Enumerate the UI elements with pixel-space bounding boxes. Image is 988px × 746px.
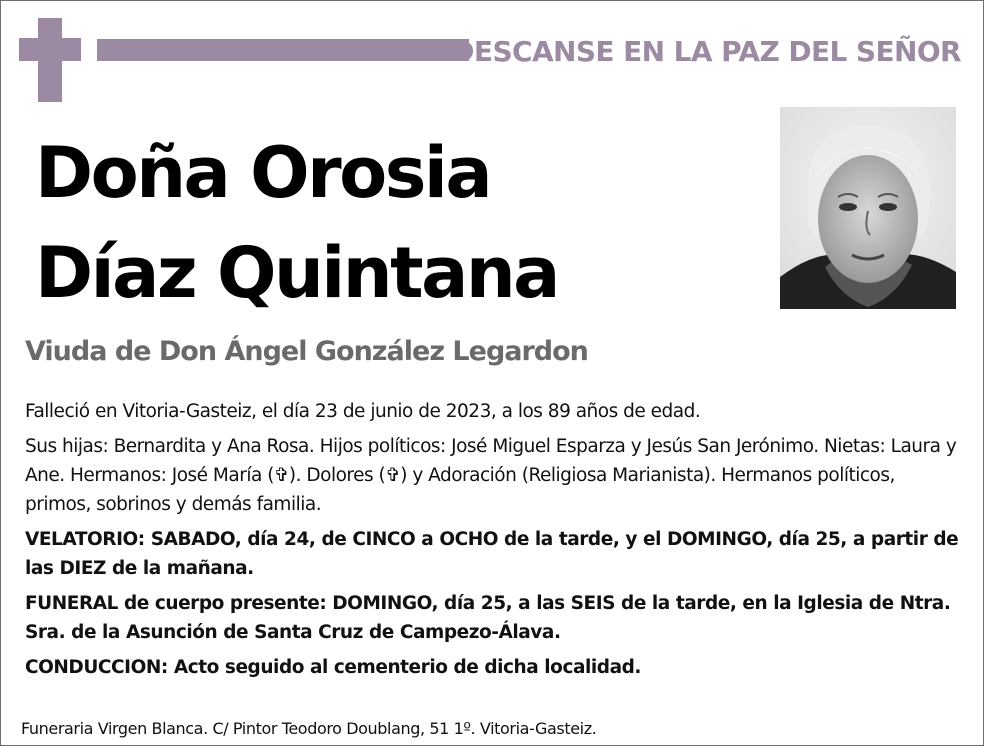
conduccion-notice: CONDUCCION: Acto seguido al cementerio de dicha localidad. xyxy=(25,657,641,678)
deceased-subtitle: Viuda de Don Ángel González Legardon xyxy=(25,336,588,367)
funeral-notice: FUNERAL de cuerpo presente: DOMINGO, día 25, a las SEIS de la tarde, en la Iglesia de Ntra. Sra. de la Asunción de Santa Cruz de Campezo-Álava. xyxy=(25,593,951,643)
header-motto: DESCANSE EN LA PAZ DEL SEÑOR xyxy=(451,35,961,68)
deceased-name-line1: Doña Orosia xyxy=(35,132,491,214)
velatorio-notice: VELATORIO: SABADO, día 24, de CINCO a OCHO de la tarde, y el DOMINGO, día 25, a partir de las DIEZ de la mañana. xyxy=(25,529,959,579)
death-notice: Falleció en Vitoria-Gasteiz, el día 23 de junio de 2023, a los 89 años de edad. xyxy=(25,401,701,422)
cross-icon-bar xyxy=(19,38,81,61)
funeral-home-footer: Funeraria Virgen Blanca. C/ Pintor Teodoro Doublang, 51 1º. Vitoria-Gasteiz. xyxy=(21,719,597,738)
header-bar xyxy=(97,39,469,61)
portrait-image xyxy=(780,107,956,309)
family-list: Sus hijas: Bernardita y Ana Rosa. Hijos políticos: José Miguel Esparza y Jesús San Jerónimo. Nietas: Laura y Ane. Hermanos: José María (✞). Dolores (✞) y Adoración (Religiosa Marianista). Hermanos políticos, primos, sobrinos y demás familia. xyxy=(25,436,957,515)
deceased-name-line2: Díaz Quintana xyxy=(35,232,558,314)
obituary-body xyxy=(25,397,965,688)
deceased-photo xyxy=(780,107,956,309)
